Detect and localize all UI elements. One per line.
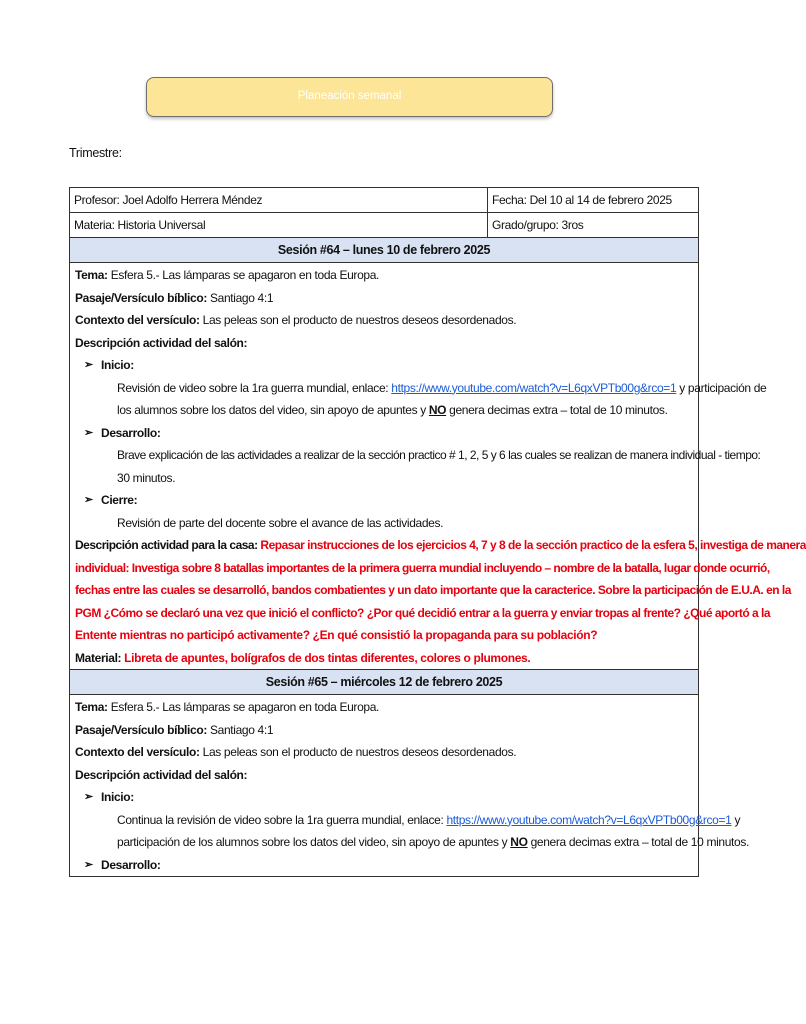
materia-cell: Materia: Historia Universal <box>70 213 488 238</box>
s64-casa-text-1: Repasar instrucciones de los ejercicios 4, 7 y 8 de la sección practico de la esfera 5, investiga de manera <box>257 538 806 552</box>
s64-contexto-text: Las peleas son el producto de nuestros deseos desordenados. <box>199 313 517 327</box>
s65-inicio-line2-pre: participación de los alumnos sobre los datos del video, sin apoyo de apuntes y <box>117 835 511 849</box>
s64-inicio-line-2 <box>75 399 693 422</box>
s65-inicio-post: y <box>731 812 741 827</box>
inicio-label: Inicio: <box>101 358 134 372</box>
s64-tema-line <box>75 264 693 287</box>
session-64-content-row <box>70 263 699 670</box>
arrow-bullet-icon: ➢ <box>84 791 93 803</box>
planning-table <box>69 187 806 877</box>
session-65-header-row <box>70 670 699 695</box>
s65-tema-line <box>75 696 693 719</box>
session-65-header: Sesión #65 – miércoles 12 de febrero 2025 <box>70 670 699 695</box>
trimestre-label: Trimestre: <box>69 146 122 160</box>
arrow-bullet-icon: ➢ <box>84 359 93 371</box>
s64-material-text: Libreta de apuntes, bolígrafos de dos tintas diferentes, colores o plumones. <box>121 650 531 665</box>
s64-material-line <box>75 647 693 670</box>
s64-pasaje-line <box>75 287 693 310</box>
s64-inicio-post: y participación de <box>676 380 767 395</box>
desarrollo-label: Desarrollo: <box>101 857 161 872</box>
s65-video-link[interactable]: https://www.youtube.com/watch?v=L6qxVPTb00g&rco=1 <box>446 812 732 827</box>
session-64-header-row <box>70 238 699 263</box>
s64-inicio-line2-pre: los alumnos sobre los datos del video, sin apoyo de apuntes y <box>117 403 429 417</box>
session-64-header: Sesión #64 – lunes 10 de febrero 2025 <box>70 238 699 263</box>
s64-desc-salon-label: Descripción actividad del salón: <box>75 335 248 350</box>
s64-video-link[interactable]: https://www.youtube.com/watch?v=L6qxVPTb00g&rco=1 <box>391 380 677 395</box>
s64-no-emphasis: NO <box>428 403 447 417</box>
info-row-2 <box>70 213 699 238</box>
inicio-label: Inicio: <box>101 790 134 804</box>
s65-contexto-text: Las peleas son el producto de nuestros deseos desordenados. <box>199 745 517 759</box>
tema-label: Tema: <box>75 700 108 714</box>
s65-inicio-line-2 <box>75 831 749 854</box>
s64-casa-line-4: PGM ¿Cómo se declaró una vez que inició el conflicto? ¿Por qué decidió entrar a la guerra y enviar tropas al frente? ¿Qué aportó a la <box>75 605 771 620</box>
s65-inicio-line-1 <box>75 809 741 832</box>
s65-desarrollo-bullet <box>75 854 693 877</box>
s65-contexto-line <box>75 741 693 764</box>
s65-pasaje-line <box>75 719 693 742</box>
s64-cierre-bullet <box>75 489 693 512</box>
grado-cell: Grado/grupo: 3ros <box>488 213 699 238</box>
s65-tema-text: Esfera 5.- Las lámparas se apagaron en toda Europa. <box>107 700 380 714</box>
s65-desc-salon-label: Descripción actividad del salón: <box>75 767 248 782</box>
planning-document <box>69 187 806 877</box>
s64-desarrollo-bullet <box>75 422 693 445</box>
profesor-cell: Profesor: Joel Adolfo Herrera Méndez <box>70 188 488 213</box>
s65-inicio-line2-post: genera decimas extra – total de 10 minutos. <box>527 835 749 849</box>
s64-desarrollo-line-1: Brave explicación de las actividades a realizar de la sección practico # 1, 2, 5 y 6 las cuales se realizan de manera individual - tiempo: <box>117 448 761 462</box>
s64-inicio-pre: Revisión de video sobre la 1ra guerra mundial, enlace: <box>117 380 392 395</box>
s64-inicio-line-1 <box>75 377 767 400</box>
fecha-cell: Fecha: Del 10 al 14 de febrero 2025 <box>488 188 699 213</box>
s64-cierre-line-1: Revisión de parte del docente sobre el avance de las actividades. <box>117 515 444 530</box>
s65-pasaje-text: Santiago 4:1 <box>206 722 274 737</box>
s65-no-emphasis: NO <box>510 835 528 849</box>
session-65-content-row <box>70 695 699 877</box>
s64-casa-line-5: Entente mientras no participó activamente? ¿En qué consistió la propaganda para su población? <box>75 628 598 642</box>
arrow-bullet-icon: ➢ <box>84 858 93 871</box>
desarrollo-label: Desarrollo: <box>101 425 161 440</box>
s64-casa-line-1 <box>75 534 806 557</box>
page-banner-title: Planeación semanal <box>146 77 553 117</box>
contexto-label: Contexto del versículo: <box>75 745 200 759</box>
session-64-content <box>70 263 806 670</box>
session-65-content <box>70 695 749 877</box>
s65-inicio-bullet <box>75 786 693 809</box>
arrow-bullet-icon: ➢ <box>84 494 93 506</box>
s65-inicio-pre: Continua la revisión de video sobre la 1ra guerra mundial, enlace: <box>117 812 447 827</box>
s64-casa-line-2: individual: Investiga sobre 8 batallas importantes de la primera guerra mundial incluyendo – nombre de la batalla, lugar donde ocurrió, <box>75 560 770 575</box>
material-label: Material: <box>75 650 122 665</box>
s64-pasaje-text: Santiago 4:1 <box>206 290 274 305</box>
s64-contexto-line <box>75 309 693 332</box>
s64-inicio-bullet <box>75 354 693 377</box>
cierre-label: Cierre: <box>101 493 138 507</box>
s64-inicio-line2-post: genera decimas extra – total de 10 minutos. <box>446 403 668 417</box>
arrow-bullet-icon: ➢ <box>84 426 93 439</box>
desc-casa-label: Descripción actividad para la casa: <box>75 538 258 552</box>
info-row-1 <box>70 188 699 213</box>
s64-tema-text: Esfera 5.- Las lámparas se apagaron en toda Europa. <box>107 268 380 282</box>
s64-desarrollo-line-2: 30 minutos. <box>117 470 176 485</box>
pasaje-label: Pasaje/Versículo bíblico: <box>75 722 207 737</box>
s64-casa-line-3: fechas entre las cuales se desarrolló, bandos combatientes y un dato importante que la caracterice. Sobre la participación de E.U.A. en la <box>75 583 791 597</box>
tema-label: Tema: <box>75 268 108 282</box>
pasaje-label: Pasaje/Versículo bíblico: <box>75 290 207 305</box>
contexto-label: Contexto del versículo: <box>75 313 200 327</box>
